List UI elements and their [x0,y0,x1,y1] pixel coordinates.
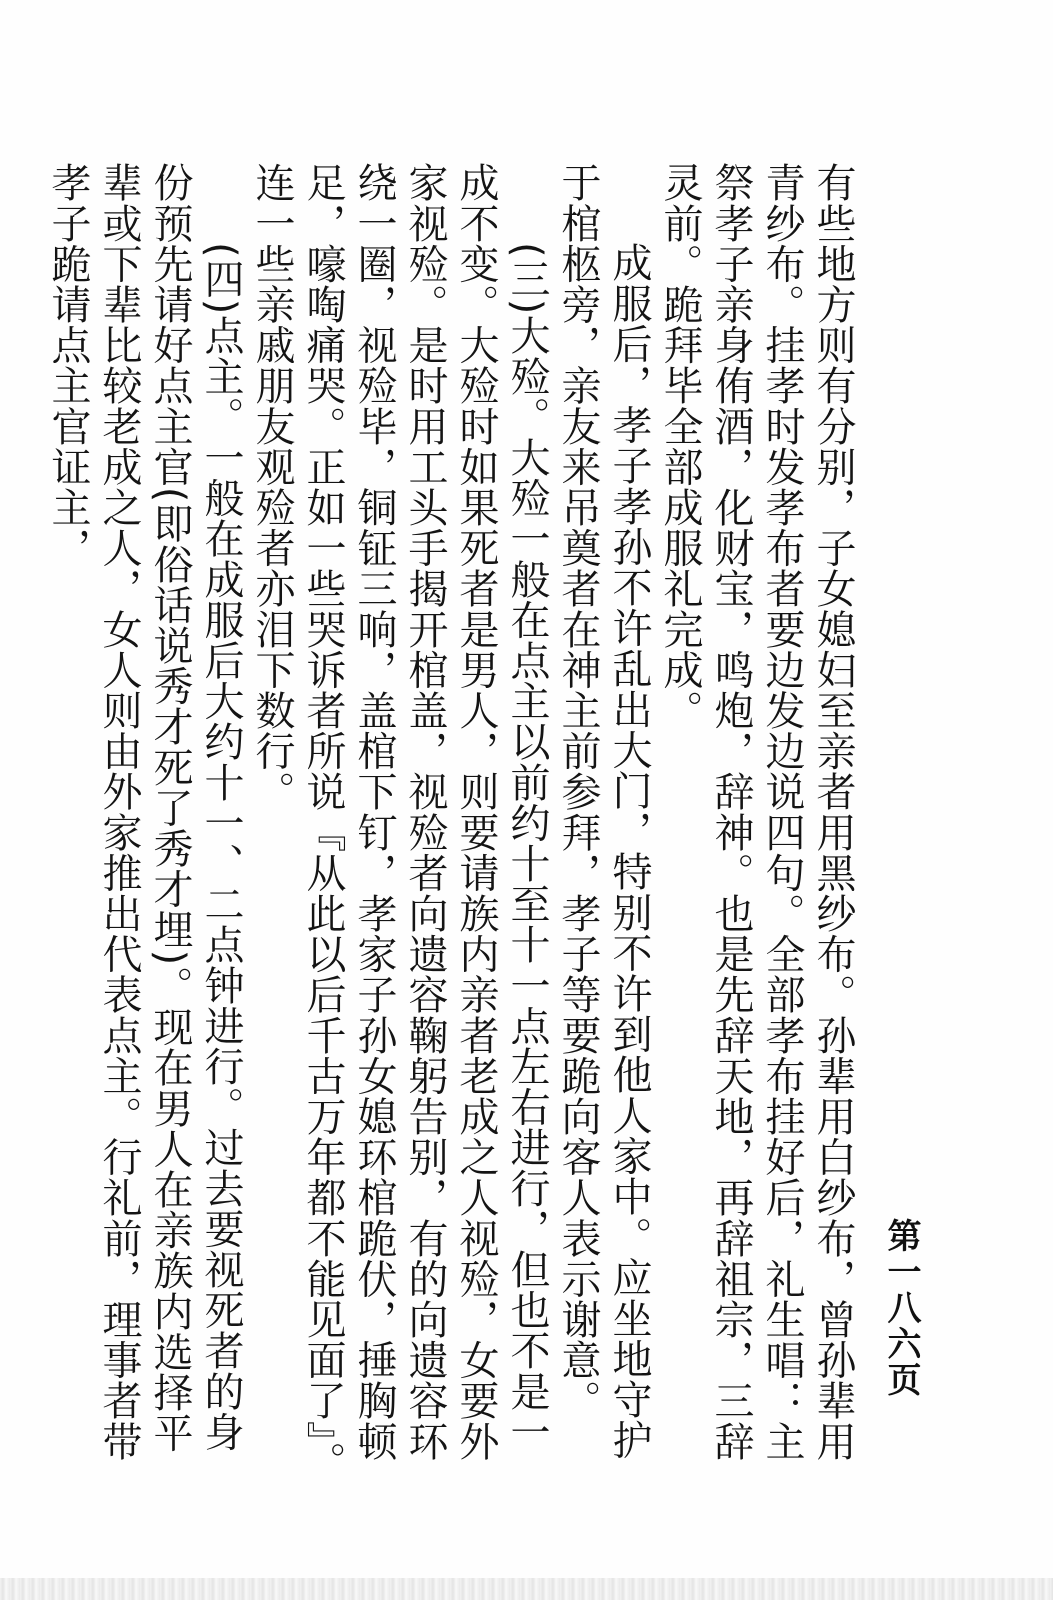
paragraph-mourning-cloth: 有些地方则有分别，子女媳妇至亲者用黑纱布。孙辈用白纱布，曾孙辈用青纱布。挂孝时发孝布者要边发边说四句。全部孝布挂好后，礼生唱：主祭孝子亲身侑酒，化财宝，鸣炮，辞神。也是先辞天地，再辞祖宗，三辞灵前。跪拜毕全部成服礼完成。 [657,162,856,1462]
body-text [42,162,858,1487]
paragraph-dianzhu: (四)点主。一般在成服后大约十一、二点钟进行。过去要视死者的身份预先请好点主官(即俗话说秀才死了秀才埋)。现在男人在亲族内选择平辈或下辈比较老成之人，女人则由外家推出代表点主。行礼前，理事者带孝子跪请点主官证主， [45,162,244,1462]
paragraph-after-chengfu: 成服后，孝子孝孙不许乱出大门，特别不许到他人家中。应坐地守护于棺柩旁，亲友来吊奠者在神主前参拜，孝子等要跪向客人表示谢意。 [555,162,652,1460]
scan-edge-noise [0,1578,1053,1600]
page-number: 第一八六页 [881,1218,921,1398]
paragraph-dalian: (三)大殓。大殓一般在点主以前约十至十一点左右进行，但也不是一成不变。大殓时如果死者是男人，则要请族内亲者老成之人视殓，女要外家视殓。是时用工头手揭开棺盖，视殓者向遗容鞠躬告别，有的向遗容环绕一圈，视殓毕，铜钲三响，盖棺下钉，孝家子孙女媳环棺跪伏，捶胸顿足，嚎啕痛哭。正如一些哭诉者所说『从此以后千古万年都不能见面了』。连一些亲戚朋友观殓者亦泪下数行。 [249,162,550,1482]
